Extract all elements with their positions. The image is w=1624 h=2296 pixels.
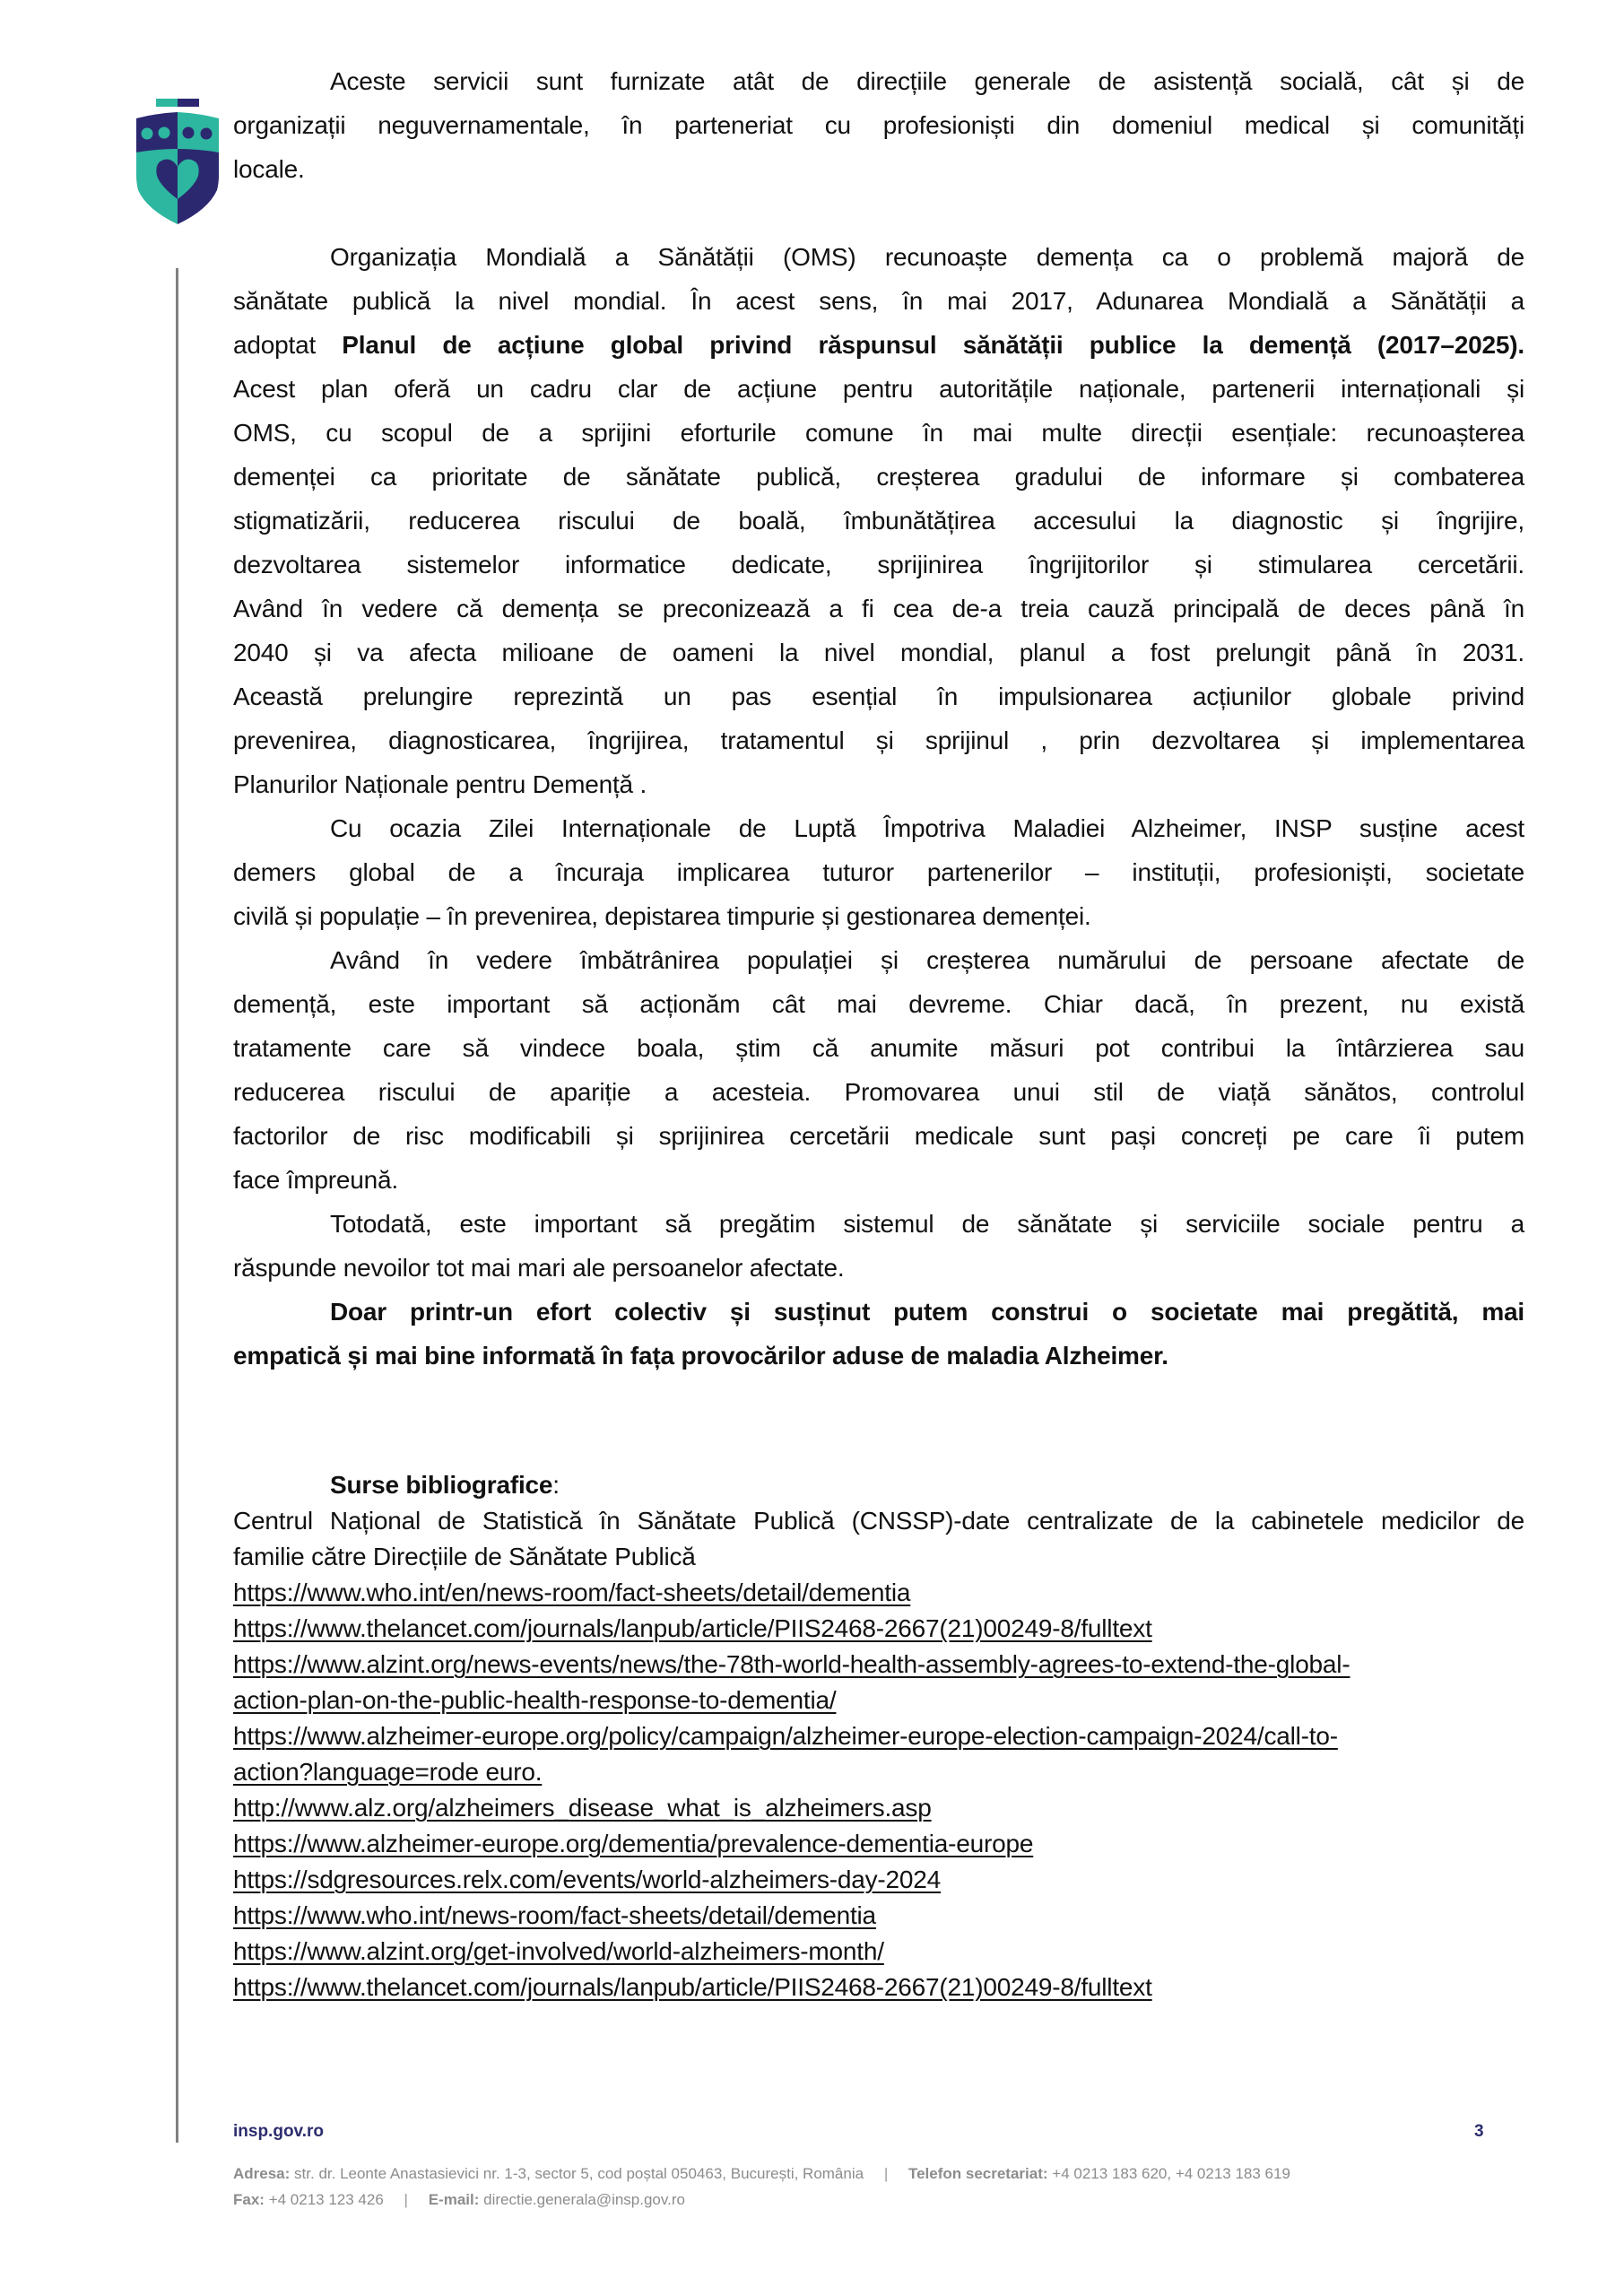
reference-link-text[interactable]: https://www.alzint.org/get-involved/world-alzheimers-month/ — [233, 1937, 884, 1965]
text-line: Aceste servicii sunt furnizate atât de direcțiile generale de asistență socială, cât și de — [330, 67, 1524, 95]
text-line: demenței ca prioritate de sănătate publică, creșterea gradului de informare și combaterea — [233, 463, 1524, 491]
text-line — [233, 323, 1524, 367]
margin-rule — [176, 268, 178, 2143]
reference-link-text[interactable]: http://www.alz.org/alzheimers_disease_what_is_alzheimers.asp — [233, 1794, 932, 1822]
footer-separator: | — [883, 2165, 889, 2182]
reference-link-text[interactable]: https://www.who.int/news-room/fact-sheets/detail/dementia — [233, 1901, 876, 1929]
text-line: factorilor de risc modificabili și sprijinirea cercetării medicale sunt pași concreți pe care îi putem — [233, 1122, 1524, 1150]
email-label: E-mail: — [428, 2191, 480, 2208]
text-line: Totodată, este important să pregătim sistemul de sănătate și serviciile sociale pentru a — [330, 1210, 1524, 1238]
insp-logo — [135, 97, 221, 226]
reference-link-text[interactable]: action-plan-on-the-public-health-response-to-dementia/ — [233, 1686, 837, 1714]
paragraph-aging — [233, 938, 1524, 1202]
text-line: reducerea riscului de apariție a acesteia. Promovarea unui stil de viață sănătos, controlul — [233, 1078, 1524, 1106]
reference-link[interactable] — [233, 1790, 1524, 1826]
paragraph-services — [233, 59, 1524, 191]
footer-website[interactable]: insp.gov.ro — [233, 2122, 324, 2141]
reference-link-text[interactable]: https://www.thelancet.com/journals/lanpub/article/PIIS2468-2667(21)00249-8/fulltext — [233, 1973, 1152, 2001]
reference-link[interactable] — [233, 1862, 1524, 1898]
references-heading — [233, 1467, 1524, 1503]
reference-source: familie către Direcțiile de Sănătate Publică — [233, 1543, 696, 1570]
text-line: răspunde nevoilor tot mai mari ale persoanelor afectate. — [233, 1254, 845, 1282]
address-label: Adresa: — [233, 2165, 291, 2182]
global-action-plan-title: Planul de acțiune global privind răspunsul sănătății publice la demență (2017–2025). — [342, 331, 1524, 359]
text-line: locale. — [233, 155, 305, 183]
reference-link-text[interactable]: https://www.alzheimer-europe.org/policy/campaign/alzheimer-europe-election-campaign-2024/call-to- — [233, 1722, 1338, 1750]
text-line: empatică și mai bine informată în fața provocărilor aduse de maladia Alzheimer. — [233, 1342, 1168, 1370]
footer-contact-line — [233, 2191, 685, 2209]
reference-source: Centrul Național de Statistică în Sănătate Publică (CNSSP)-date centralizate de la cabinetele medicilor de — [233, 1507, 1524, 1535]
reference-link-continued[interactable] — [233, 1683, 1524, 1718]
text-line: civilă și populație – în prevenirea, depistarea timpurie și gestionarea demenței. — [233, 902, 1091, 930]
references-section — [233, 1467, 1524, 2005]
text-line: Cu ocazia Zilei Internaționale de Luptă Împotriva Maladiei Alzheimer, INSP susține acest — [330, 814, 1524, 842]
text-line: Planurilor Naționale pentru Demență . — [233, 770, 647, 798]
email-value[interactable]: directie.generala@insp.gov.ro — [483, 2191, 685, 2208]
text-line: dezvoltarea sistemelor informatice dedicate, sprijinirea îngrijitorilor și stimularea cercetării. — [233, 551, 1524, 578]
footer-separator: | — [404, 2191, 408, 2208]
text-line: prevenirea, diagnosticarea, îngrijirea, tratamentul și sprijinul , prin dezvoltarea și implementarea — [233, 726, 1524, 754]
text-line: sănătate publică la nivel mondial. În acest sens, în mai 2017, Adunarea Mondială a Sănătății a — [233, 287, 1524, 315]
text-line: OMS, cu scopul de a sprijini eforturile comune în mai multe direcții esențiale: recunoașterea — [233, 419, 1524, 447]
text-line: Acest plan oferă un cadru clar de acțiune pentru autoritățile naționale, partenerii internaționali și — [233, 375, 1524, 403]
reference-link[interactable] — [233, 1611, 1524, 1647]
reference-link[interactable] — [233, 1718, 1524, 1754]
text-line: Doar printr-un efort colectiv și susținut putem construi o societate mai pregătită, mai — [330, 1298, 1524, 1326]
text-line: Această prelungire reprezintă un pas esențial în impulsionarea acțiunilor globale privind — [233, 683, 1524, 710]
page-number: 3 — [1474, 2122, 1484, 2141]
footer-address-line — [233, 2165, 1290, 2183]
reference-link[interactable] — [233, 1826, 1524, 1862]
paragraph-health-system — [233, 1202, 1524, 1290]
paragraph-oms — [233, 235, 1524, 806]
text-line: face împreună. — [233, 1166, 398, 1194]
reference-link-text[interactable]: https://www.who.int/en/news-room/fact-sheets/detail/dementia — [233, 1578, 911, 1606]
reference-link[interactable] — [233, 1647, 1524, 1683]
text-span: adoptat — [233, 331, 343, 359]
shield-heart-icon — [135, 97, 221, 226]
reference-link-text[interactable]: action?language=rode euro. — [233, 1758, 543, 1786]
reference-link-continued[interactable] — [233, 1754, 1524, 1790]
references-heading-text: Surse bibliografice — [330, 1471, 553, 1499]
reference-link-text[interactable]: https://www.alzheimer-europe.org/dementia/prevalence-dementia-europe — [233, 1830, 1034, 1857]
address-value: str. dr. Leonte Anastasievici nr. 1-3, sector 5, cod poștal 050463, București, România — [294, 2165, 864, 2182]
text-line: stigmatizării, reducerea riscului de boală, îmbunătățirea accesului la diagnostic și îngrijire, — [233, 507, 1524, 535]
text-line: organizații neguvernamentale, în parteneriat cu profesioniști din domeniul medical și comunități — [233, 111, 1524, 139]
reference-link[interactable] — [233, 1934, 1524, 1970]
reference-link-text[interactable]: https://sdgresources.relx.com/events/world-alzheimers-day-2024 — [233, 1866, 942, 1893]
text-line: demers global de a încuraja implicarea tuturor partenerilor – instituții, profesioniști, societate — [233, 858, 1524, 886]
reference-link[interactable] — [233, 1970, 1524, 2005]
text-line: tratamente care să vindece boala, știm că anumite măsuri pot contribui la întârzierea sau — [233, 1034, 1524, 1062]
text-line: Având în vedere îmbătrânirea populației și creșterea numărului de persoane afectate de — [330, 946, 1524, 974]
references-heading-colon: : — [552, 1471, 560, 1499]
phone-value: +4 0213 183 620, +4 0213 183 619 — [1052, 2165, 1290, 2182]
text-line: Având în vedere că demența se preconizează a fi cea de-a treia cauză principală de deces până în — [233, 595, 1524, 622]
text-line: 2040 și va afecta milioane de oameni la nivel mondial, planul a fost prelungit până în 2031. — [233, 639, 1524, 666]
document-body — [233, 59, 1524, 2005]
paragraph-conclusion — [233, 1290, 1524, 1378]
fax-label: Fax: — [233, 2191, 265, 2208]
fax-value: +4 0213 123 426 — [268, 2191, 384, 2208]
reference-link[interactable] — [233, 1575, 1524, 1611]
reference-link-text[interactable]: https://www.alzint.org/news-events/news/the-78th-world-health-assembly-agrees-to-extend-the-global- — [233, 1650, 1350, 1678]
reference-link-text[interactable]: https://www.thelancet.com/journals/lanpub/article/PIIS2468-2667(21)00249-8/fulltext — [233, 1614, 1152, 1642]
paragraph-alzheimer-day — [233, 806, 1524, 938]
reference-link[interactable] — [233, 1898, 1524, 1934]
text-line: Organizația Mondială a Sănătății (OMS) recunoaște demența ca o problemă majoră de — [330, 243, 1524, 271]
text-line: demență, este important să acționăm cât mai devreme. Chiar dacă, în prezent, nu există — [233, 990, 1524, 1018]
phone-label: Telefon secretariat: — [908, 2165, 1048, 2182]
